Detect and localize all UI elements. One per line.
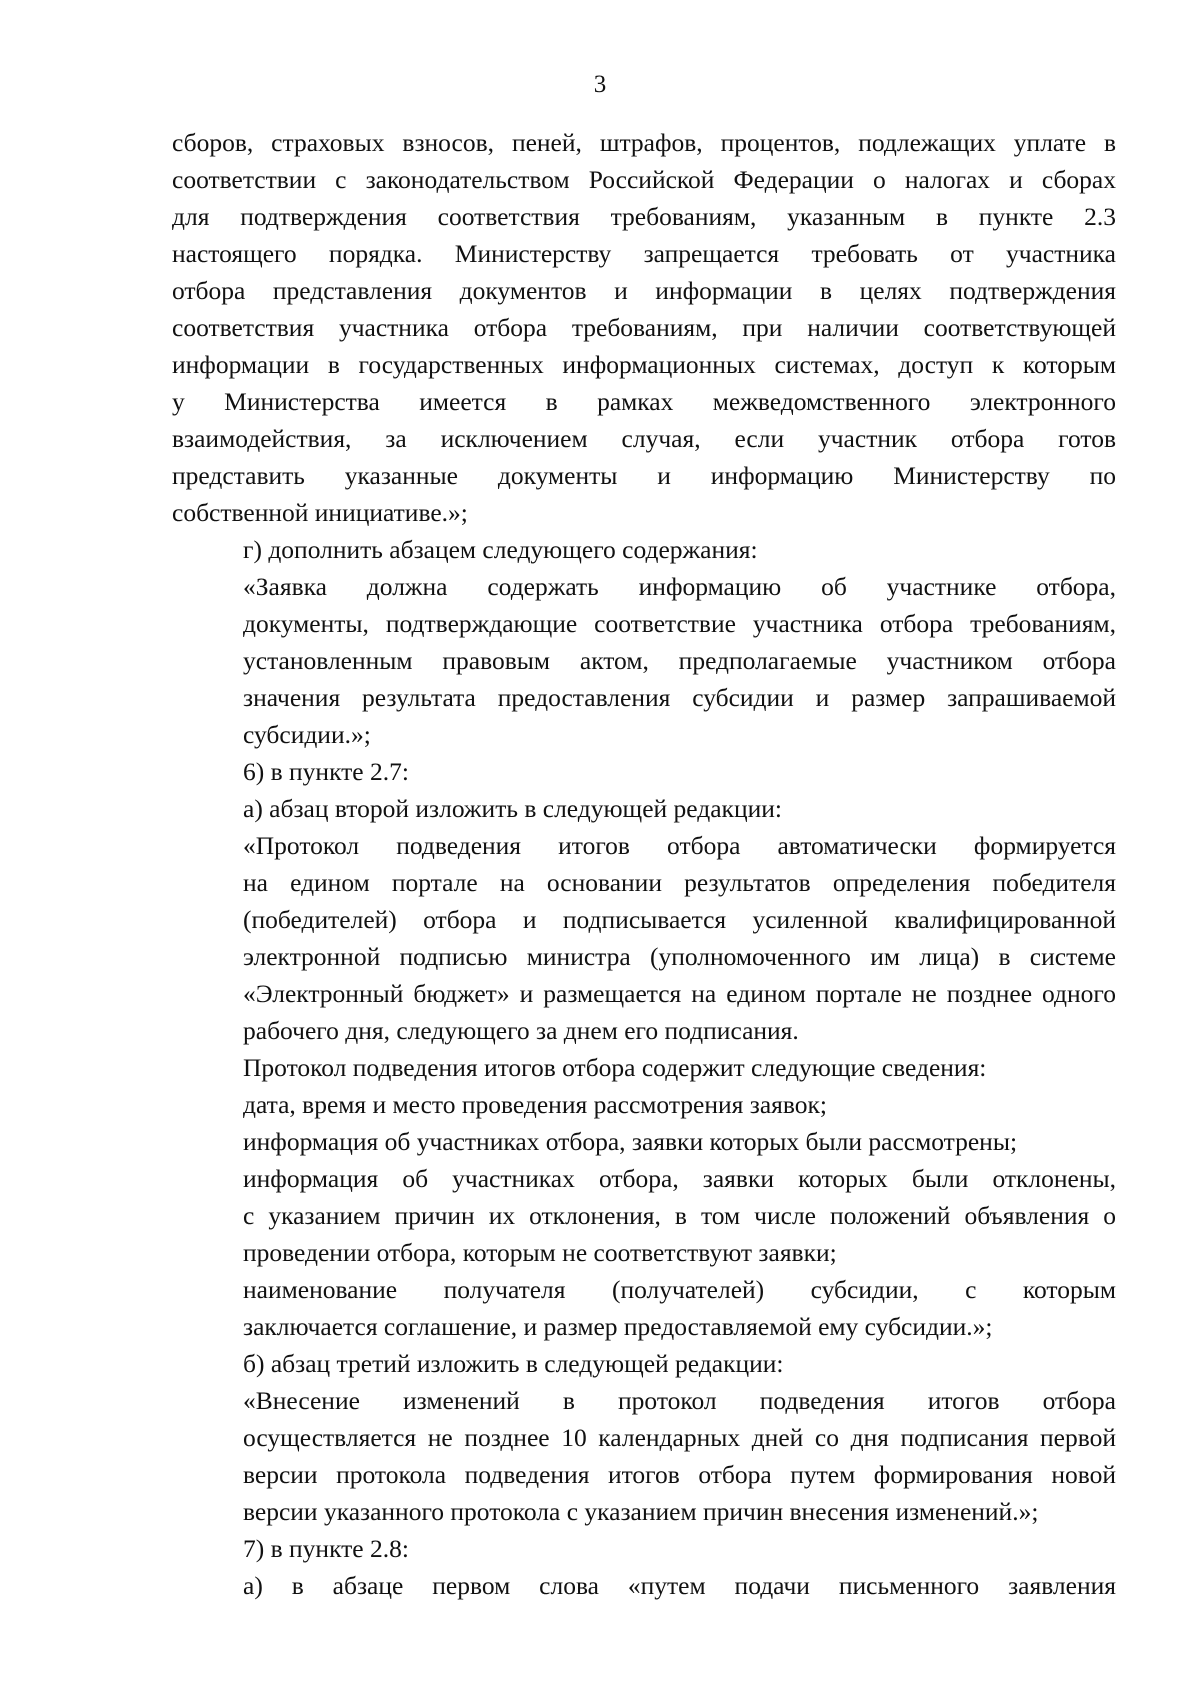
text-line: с указанием причин их отклонения, в том числе положений объявления о [243, 1201, 1116, 1230]
paragraph [172, 1049, 1116, 1086]
text-line: «Заявка должна содержать информацию об участнике отбора, [243, 572, 1116, 601]
paragraph [172, 753, 1116, 790]
text-line: сборов, страховых взносов, пеней, штрафов, процентов, подлежащих уплате в [172, 128, 1116, 157]
paragraph [172, 1382, 1116, 1530]
text-line: собственной инициативе.»; [172, 498, 468, 527]
text-line: информация об участниках отбора, заявки которых были отклонены, [243, 1164, 1116, 1193]
text-line: заключается соглашение, и размер предоставляемой ему субсидии.»; [243, 1312, 993, 1341]
paragraph [172, 790, 1116, 827]
text-line: соответствия участника отбора требованиям, при наличии соответствующей [172, 313, 1116, 342]
text-line: на едином портале на основании результатов определения победителя [243, 868, 1116, 897]
text-line: 6) в пункте 2.7: [243, 757, 409, 786]
paragraph [172, 531, 1116, 568]
paragraph [172, 1530, 1116, 1567]
paragraph [172, 1123, 1116, 1160]
text-line: отбора представления документов и информации в целях подтверждения [172, 276, 1116, 305]
text-line: дата, время и место проведения рассмотрения заявок; [243, 1090, 827, 1119]
text-line: у Министерства имеется в рамках межведомственного электронного [172, 387, 1116, 416]
text-line: «Электронный бюджет» и размещается на едином портале не позднее одного [243, 979, 1116, 1008]
paragraph [172, 1567, 1116, 1604]
page-number: 3 [593, 71, 607, 98]
text-line: субсидии.»; [243, 720, 371, 749]
text-line: 7) в пункте 2.8: [243, 1534, 409, 1563]
paragraph [172, 1345, 1116, 1382]
text-line: б) абзац третий изложить в следующей редакции: [243, 1349, 784, 1378]
paragraph [172, 1160, 1116, 1271]
text-line: информации в государственных информационных системах, доступ к которым [172, 350, 1116, 379]
text-line: осуществляется не позднее 10 календарных дней со дня подписания первой [243, 1423, 1116, 1452]
text-line: настоящего порядка. Министерству запрещается требовать от участника [172, 239, 1116, 268]
paragraph [172, 124, 1116, 531]
text-line: (победителей) отбора и подписывается усиленной квалифицированной [243, 905, 1116, 934]
text-line: Протокол подведения итогов отбора содержит следующие сведения: [243, 1053, 987, 1082]
text-line: «Внесение изменений в протокол подведения итогов отбора [243, 1386, 1116, 1415]
text-line: электронной подписью министра (уполномоченного им лица) в системе [243, 942, 1116, 971]
text-line: рабочего дня, следующего за днем его подписания. [243, 1016, 799, 1045]
text-line: проведении отбора, которым не соответствуют заявки; [243, 1238, 837, 1267]
paragraph [172, 568, 1116, 753]
text-line: взаимодействия, за исключением случая, если участник отбора готов [172, 424, 1116, 453]
paragraph [172, 1086, 1116, 1123]
text-line: значения результата предоставления субсидии и размер запрашиваемой [243, 683, 1116, 712]
text-line: г) дополнить абзацем следующего содержания: [243, 535, 758, 564]
text-line: установленным правовым актом, предполагаемые участником отбора [243, 646, 1116, 675]
text-line: документы, подтверждающие соответствие участника отбора требованиям, [243, 609, 1116, 638]
text-line: соответствии с законодательством Российской Федерации о налогах и сборах [172, 165, 1116, 194]
document-body [172, 124, 1116, 1604]
text-line: представить указанные документы и информацию Министерству по [172, 461, 1116, 490]
text-line: версии протокола подведения итогов отбора путем формирования новой [243, 1460, 1116, 1489]
text-line: для подтверждения соответствия требованиям, указанным в пункте 2.3 [172, 202, 1116, 231]
text-line: «Протокол подведения итогов отбора автоматически формируется [243, 831, 1116, 860]
text-line: версии указанного протокола с указанием причин внесения изменений.»; [243, 1497, 1039, 1526]
text-line: информация об участниках отбора, заявки которых были рассмотрены; [243, 1127, 1018, 1156]
paragraph [172, 827, 1116, 1049]
text-line: наименование получателя (получателей) субсидии, с которым [243, 1275, 1116, 1304]
text-line: а) абзац второй изложить в следующей редакции: [243, 794, 782, 823]
paragraph [172, 1271, 1116, 1345]
text-line: а) в абзаце первом слова «путем подачи письменного заявления [243, 1571, 1116, 1600]
